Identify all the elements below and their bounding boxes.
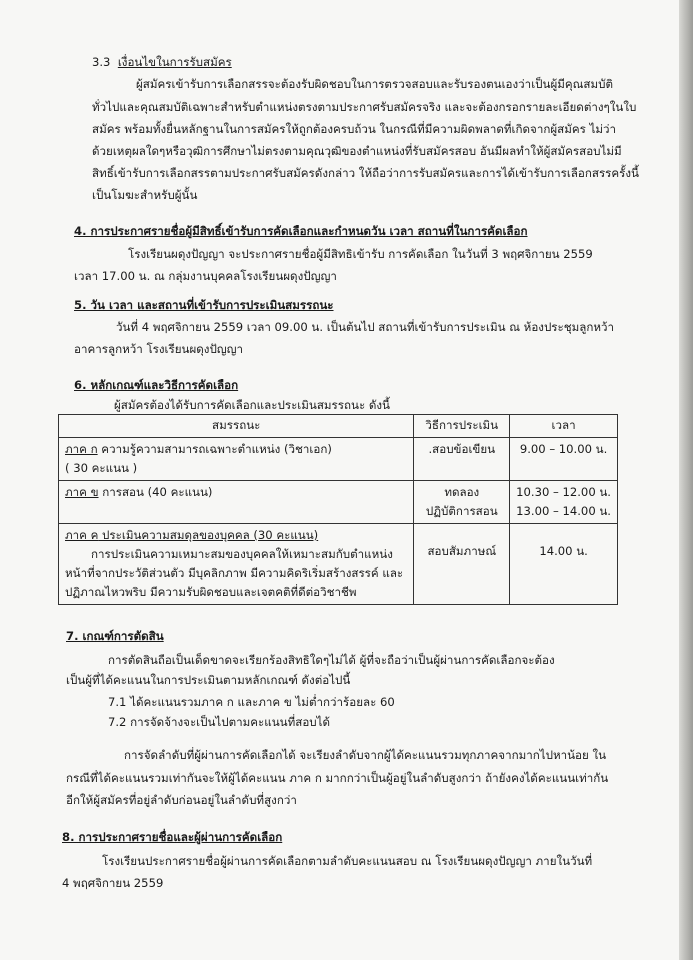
time-text: 9.00 – 10.00 น. xyxy=(519,442,608,456)
part-detail: ( 30 คะแนน ) xyxy=(65,461,138,475)
section-5-heading: 5. วัน เวลา และสถานที่เข้ารับการประเมินสมรรถนะ xyxy=(74,298,334,312)
method-cell xyxy=(414,438,510,481)
header-method: วิธีการประเมิน xyxy=(414,415,510,438)
section-4-heading: 4. การประกาศรายชื่อผู้มีสิทธิ์เข้ารับการคัดเลือกและกำหนดวัน เวลา สถานที่ในการคัดเลือก xyxy=(74,224,528,238)
part-detail: การประเมินความเหมาะสมของบุคคลให้เหมาะสมกับตำแหน่ง xyxy=(91,547,393,561)
part-label: ภาค ข xyxy=(65,485,99,499)
method-text: ทดลอง xyxy=(444,485,480,499)
paragraph-line: กรณีที่ได้คะแนนรวมเท่ากันจะให้ผู้ได้คะแนน ภาค ก มากกว่าเป็นผู้อยู่ในลำดับสูงกว่า ถ้ายังคงได้คะแนนเท่ากัน xyxy=(66,771,609,785)
method-text: สอบสัมภาษณ์ xyxy=(427,544,497,558)
paragraph-line: อาคารลูกหว้า โรงเรียนผดุงปัญญา xyxy=(74,342,244,356)
method-cell xyxy=(414,524,510,605)
part-label: ภาค ก xyxy=(65,442,98,456)
part-detail: หน้าที่จากประวัติส่วนตัว มีบุคลิกภาพ มีความคิดริเริ่มสร้างสรรค์ และ xyxy=(65,566,404,580)
section-3-3-heading xyxy=(92,53,232,71)
method-cell xyxy=(414,481,510,524)
part-title: ประเมินความสมดุลของบุคคล (30 คะแนน) xyxy=(98,528,319,542)
competency-cell xyxy=(59,524,414,605)
criteria-table xyxy=(58,414,618,605)
table-row xyxy=(59,524,618,605)
paragraph-line: ผู้สมัครเข้ารับการเลือกสรรจะต้องรับผิดชอบในการตรวจสอบและรับรองตนเองว่าเป็นผู้มีคุณสมบัติ xyxy=(136,77,613,91)
paragraph-line: เป็นผู้ที่ได้คะแนนในการประเมินตามหลักเกณฑ์ ดังต่อไปนี้ xyxy=(66,673,351,687)
table-header-row xyxy=(59,415,618,438)
section-8-heading: 8. การประกาศรายชื่อและผู้ผ่านการคัดเลือก xyxy=(62,830,283,844)
section-3-3-title: เงื่อนไขในการรับสมัคร xyxy=(117,55,232,69)
part-label: ภาค ค xyxy=(65,528,99,542)
paragraph-line: ผู้สมัครต้องได้รับการคัดเลือกและประเมินสมรรถนะ ดังนี้ xyxy=(114,398,390,412)
paragraph-line: สมัคร พร้อมทั้งยื่นหลักฐานในการสมัครให้ถูกต้องครบถ้วน ในกรณีที่มีความผิดพลาดที่เกิดจากผู้สมัคร ไม่ว่า xyxy=(92,122,617,136)
paragraph-line: 7.1 ได้คะแนนรวมภาค ก และภาค ข ไม่ต่ำกว่าร้อยละ 60 xyxy=(108,695,395,709)
paragraph-line: สิทธิ์เข้ารับการเลือกสรรตามประกาศรับสมัครดังกล่าว ให้ถือว่าการรับสมัครและการได้เข้ารับการเลือกสรรครั้งนี้ xyxy=(92,166,639,180)
header-competency: สมรรถนะ xyxy=(59,415,414,438)
paragraph-line: ด้วยเหตุผลใดๆหรือวุฒิการศึกษาไม่ตรงตามคุณวุฒิของตำแหน่งที่รับสมัครสอบ อันมีผลทำให้ผู้สมัครสอบไม่มี xyxy=(92,144,622,158)
time-text: 14.00 น. xyxy=(539,544,588,558)
header-time: เวลา xyxy=(510,415,618,438)
paragraph-line: โรงเรียนผดุงปัญญา จะประกาศรายชื่อผู้มีสิทธิเข้ารับ การคัดเลือก ในวันที่ 3 พฤศจิกายน 2559 xyxy=(128,247,593,261)
paragraph-line: โรงเรียนประกาศรายชื่อผู้ผ่านการคัดเลือกตามลำดับคะแนนสอบ ณ โรงเรียนผดุงปัญญา ภายในวันที่ xyxy=(102,854,593,868)
time-text: 10.30 – 12.00 น. xyxy=(516,485,611,499)
paragraph-line: การจัดลำดับที่ผู้ผ่านการคัดเลือกได้ จะเรียงลำดับจากผู้ได้คะแนนรวมทุกภาคจากมากไปหาน้อย ใน xyxy=(124,748,607,762)
part-title: การสอน (40 คะแนน) xyxy=(98,485,213,499)
section-7-heading: 7. เกณฑ์การตัดสิน xyxy=(66,629,164,643)
page-edge-shadow xyxy=(679,0,693,960)
paragraph-line: อีกให้ผู้สมัครที่อยู่ลำดับก่อนอยู่ในลำดับที่สูงกว่า xyxy=(66,793,297,807)
method-text: ปฏิบัติการสอน xyxy=(425,504,498,518)
paragraph-line: 4 พฤศจิกายน 2559 xyxy=(62,876,164,890)
time-text: 13.00 – 14.00 น. xyxy=(516,504,611,518)
time-cell xyxy=(510,481,618,524)
section-6-heading: 6. หลักเกณฑ์และวิธีการคัดเลือก xyxy=(74,378,239,392)
time-cell xyxy=(510,438,618,481)
method-text: .สอบข้อเขียน xyxy=(428,442,496,456)
competency-cell xyxy=(59,481,414,524)
section-3-3-number: 3.3 xyxy=(92,55,111,69)
paragraph-line: ทั่วไปและคุณสมบัติเฉพาะสำหรับตำแหน่งตรงตามประกาศรับสมัครจริง และจะต้องกรอกรายละเอียดต่างๆในใบ xyxy=(92,100,637,114)
part-title: ความรู้ความสามารถเฉพาะตำแหน่ง (วิชาเอก) xyxy=(97,442,332,456)
paragraph-line: เวลา 17.00 น. ณ กลุ่มงานบุคคลโรงเรียนผดุงปัญญา xyxy=(74,269,337,283)
paragraph-line: วันที่ 4 พฤศจิกายน 2559 เวลา 09.00 น. เป็นต้นไป สถานที่เข้ารับการประเมิน ณ ห้องประชุมลูกหว้า xyxy=(116,320,615,334)
paragraph-line: การตัดสินถือเป็นเด็ดขาดจะเรียกร้องสิทธิใดๆไม่ได้ ผู้ที่จะถือว่าเป็นผู้ผ่านการคัดเลือกจะต้อง xyxy=(108,653,555,667)
part-detail: ปฏิภาณไหวพริบ มีความรับผิดชอบและเจตคติที่ดีต่อวิชาชีพ xyxy=(65,585,357,599)
competency-cell xyxy=(59,438,414,481)
time-cell xyxy=(510,524,618,605)
table-row xyxy=(59,481,618,524)
table-row xyxy=(59,438,618,481)
paragraph-line: เป็นโมฆะสำหรับผู้นั้น xyxy=(92,188,198,202)
paragraph-line: 7.2 การจัดจ้างจะเป็นไปตามคะแนนที่สอบได้ xyxy=(108,715,331,729)
